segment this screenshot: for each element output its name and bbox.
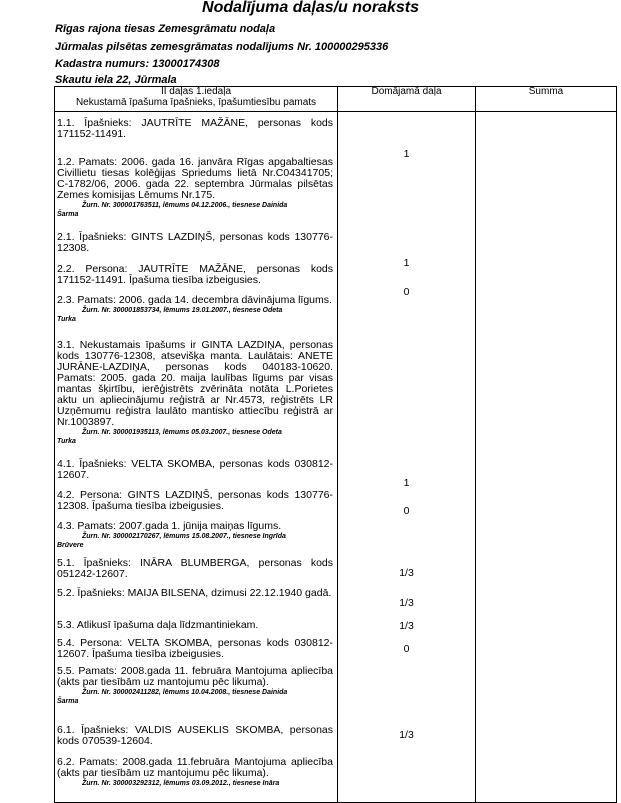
share-value: 1/3	[399, 597, 414, 609]
entry-1-2	[55, 155, 337, 230]
entry-text: 2.2. Persona: JAUTRĪTE MAŽĀNE, personas kods 171152-11491. Īpašuma tiesība izbeigusies.	[57, 263, 333, 287]
column-header-owner-basis: Nekustamā īpašuma īpašnieks, īpašumtiesību pamats	[75, 96, 317, 108]
entry-text: 5.4. Persona: VELTA SKOMBA, personas kods 030812-12607. Īpašuma tiesība izbeigusies.	[57, 637, 333, 661]
entry-2-1	[55, 230, 337, 262]
entry-text: 4.2. Persona: GINTS LAZDIŅŠ, personas kods 130776-12308. Īpašuma tiesība izbeigusies.	[57, 489, 333, 513]
column-header-owner	[55, 87, 338, 112]
entry-text: 1.1. Īpašnieks: JAUTRĪTE MAŽĀNE, personas kods 171152-11491.	[57, 117, 333, 141]
entry-text: 5.2. Īpašnieks: MAIJA BILSENA, dzimusi 22.12.1940 gadā.	[57, 587, 332, 599]
cadastre-number: Kadastra numurs: 13000174308	[55, 58, 220, 70]
share-value: 1	[403, 257, 410, 269]
entry-2-2	[55, 262, 337, 293]
entry-6-1	[55, 723, 337, 755]
entry-5-2	[55, 586, 337, 618]
entry-6-2	[55, 755, 337, 802]
entry-text: 5.1. Īpašnieks: INĀRA BLUMBERGA, personas kods 051242-12607.	[57, 557, 333, 581]
entry-5-3	[55, 618, 337, 636]
entry-1-1	[55, 116, 337, 155]
court-name: Rīgas rajona tiesas Zemesgrāmatu nodaļa	[55, 23, 276, 35]
entry-text: 6.2. Pamats: 2008.gada 11.februāra Mantojuma apliecība (akts par tiesībām uz mantojumu pēc likuma).	[57, 756, 333, 780]
journal-note: Žurn. Nr. 300001853734, lēmums 19.01.2007., tiesnese Odeta Turka	[57, 307, 283, 323]
entry-text: 4.3. Pamats: 2007.gada 1. jūnija maiņas līgums.	[57, 520, 282, 532]
owner-column	[55, 112, 338, 803]
entry-text: 5.3. Atlikusī īpašuma daļa līdzmantiniekam.	[57, 619, 259, 631]
share-value: 0	[403, 286, 410, 298]
entry-text: 1.2. Pamats: 2006. gada 16. janvāra Rīgas apgabaltiesas Civillietu tiesas kolēģijas Spriedums lietā Nr.C04341705; C-1782/06, 2006. gada 22. septembra Jūrmalas pilsētas Zemes komisijas Lēmums Nr.175.	[57, 156, 333, 202]
entry-text: 2.3. Pamats: 2006. gada 14. decembra dāvinājuma līgums.	[57, 294, 332, 306]
column-header-share: Domājamā daļa	[338, 87, 476, 112]
sum-column	[476, 112, 617, 803]
share-value: 0	[403, 505, 410, 517]
journal-note: Žurn. Nr. 300002170267, lēmums 15.08.2007., tiesnese Ingrīda Brūvere	[57, 533, 286, 549]
entry-text: 4.1. Īpašnieks: VELTA SKOMBA, personas kods 030812-12607.	[57, 458, 333, 482]
share-value: 1	[403, 148, 410, 160]
share-value: 0	[403, 643, 410, 655]
share-column	[338, 112, 476, 803]
entry-text: 5.5. Pamats: 2008.gada 11. februāra Mantojuma apliecība (akts par tiesībām uz mantojumu pēc likuma).	[57, 665, 333, 689]
entry-5-4	[55, 636, 337, 664]
share-value: 1/3	[399, 567, 414, 579]
division-number: Jūrmalas pilsētas zemesgrāmatas nodalījums Nr. 100000295336	[55, 41, 389, 53]
journal-note: Žurn. Nr. 300002411282, lēmums 10.04.2008., tiesnese Dainida Šarma	[57, 689, 288, 705]
entry-text: 6.1. Īpašnieks: VALDIS AUSEKLIS SKOMBA, personas kods 070539-12604.	[57, 724, 333, 748]
entry-4-1	[55, 457, 337, 488]
property-address: Skautu iela 22, Jūrmala	[55, 74, 177, 86]
ownership-table	[54, 86, 617, 803]
entry-text: 3.1. Nekustamais īpašums ir GINTA LAZDIŅA, personas kods 130776-12308, atsevišķa manta. Laulātais: ANETE JURĀNE-LAZDIŅA, personas kods 040183-10620. Pamats: 2005. gada 20. maija laulības līgums par visas mantas šķirtību, ierēģistrēts zvērināta notāta L.Porietes aktu un apliecinājumu reģistrā ar Nr.4573, reģistrēts LR Uzņēmumu reģistra laulāto mantisko attiecību reģistrā ar Nr.1003897.	[57, 339, 333, 429]
journal-note: Žurn. Nr. 300003292312, lēmums 03.09.2012., tiesnese Ināra	[82, 780, 280, 788]
column-header-sum: Summa	[476, 87, 617, 112]
journal-note: Žurn. Nr. 300001763511, lēmums 04.12.2006., tiesnese Dainida Šarma	[57, 202, 288, 218]
share-value: 1	[403, 477, 410, 489]
table-body-row	[55, 112, 617, 803]
column-header-section: II daļas 1.iedaļa	[160, 86, 232, 97]
entry-2-3	[55, 293, 337, 338]
entry-text: 2.1. Īpašnieks: GINTS LAZDIŅŠ, personas kods 130776-12308.	[57, 231, 333, 255]
table-header-row	[55, 87, 617, 112]
share-value: 1/3	[399, 729, 414, 741]
page-title: Nodalījuma daļas/u noraksts	[202, 0, 419, 16]
share-value: 1/3	[399, 620, 414, 632]
entry-5-5	[55, 664, 337, 723]
entry-3-1	[55, 338, 337, 457]
journal-note: Žurn. Nr. 300001935113, lēmums 05.03.2007., tiesnese Odeta Turka	[57, 429, 282, 445]
entry-5-1	[55, 556, 337, 586]
entry-4-2	[55, 488, 337, 519]
entry-4-3	[55, 519, 337, 556]
